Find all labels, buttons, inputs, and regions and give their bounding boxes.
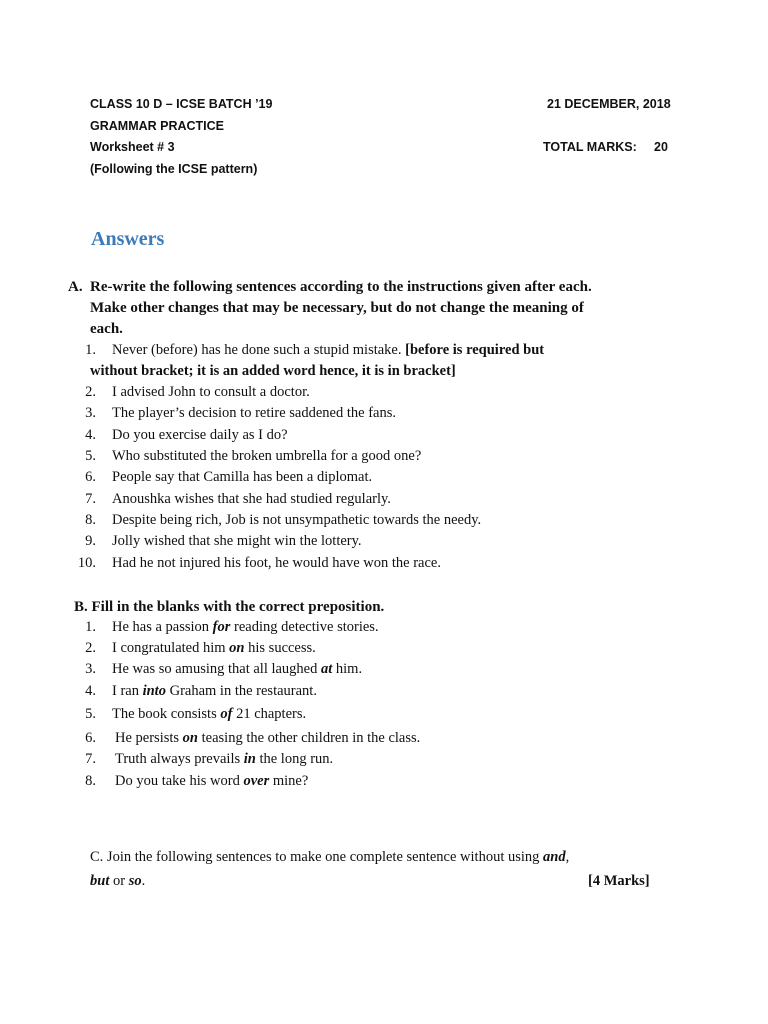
item-number: 1. — [85, 619, 96, 635]
answer-preposition: of — [220, 706, 233, 722]
item-number: 1. — [85, 342, 96, 358]
section-a-instruction-line1: Re-write the following sentences according to the instructions given after each. — [90, 279, 592, 295]
item-text: Never (before) has he done such a stupid mistake. — [112, 342, 402, 358]
section-c-instruction-line1: C. Join the following sentences to make one complete sentence without using and, — [90, 849, 570, 865]
list-item — [72, 640, 692, 660]
item-text: Who substituted the broken umbrella for a good one? — [112, 448, 422, 464]
item-text: Had he not injured his foot, he would have won the race. — [112, 555, 441, 571]
item-number: 8. — [85, 512, 96, 528]
item-number: 10. — [77, 555, 96, 571]
item-text: He has a passion for reading detective stories. — [112, 619, 379, 635]
answer-preposition: in — [243, 751, 256, 767]
total-marks-label: TOTAL MARKS: — [543, 140, 637, 154]
list-item — [72, 491, 692, 511]
list-item — [72, 730, 692, 750]
item-number: 3. — [85, 405, 96, 421]
list-item — [72, 469, 692, 489]
section-b-title: B. Fill in the blanks with the correct preposition. — [74, 599, 385, 615]
item-text: Do you exercise daily as I do? — [112, 427, 288, 443]
item-number: 6. — [85, 730, 96, 746]
list-item — [72, 555, 692, 575]
list-item — [72, 619, 692, 639]
emphasis-but: but — [90, 873, 110, 889]
item-text: Anoushka wishes that she had studied regularly. — [112, 491, 391, 507]
answers-heading: Answers — [91, 228, 165, 250]
answer-preposition: on — [182, 730, 198, 746]
list-item — [72, 533, 692, 553]
item-number: 2. — [85, 640, 96, 656]
list-item — [72, 448, 692, 468]
item-number: 5. — [85, 706, 96, 722]
item-number: 9. — [85, 533, 96, 549]
worksheet-number: Worksheet # 3 — [90, 140, 175, 154]
emphasis-so: so — [128, 873, 142, 889]
item-text: Jolly wished that she might win the lottery. — [112, 533, 362, 549]
item-number: 7. — [85, 491, 96, 507]
item-text: I advised John to consult a doctor. — [112, 384, 310, 400]
item-number: 4. — [85, 683, 96, 699]
item-number: 8. — [85, 773, 96, 789]
section-c-instruction-line2: but or so. — [90, 873, 146, 889]
list-item — [72, 773, 692, 793]
worksheet-date: 21 DECEMBER, 2018 — [547, 97, 671, 111]
answer-preposition: over — [243, 773, 270, 789]
item-note-line2: without bracket; it is an added word hence, it is in bracket] — [90, 363, 456, 379]
emphasis-and: and — [543, 849, 566, 865]
item-number: 6. — [85, 469, 96, 485]
list-item — [72, 405, 692, 425]
item-number: 2. — [85, 384, 96, 400]
item-text: The player’s decision to retire saddened the fans. — [112, 405, 396, 421]
list-item — [72, 512, 692, 532]
item-number: 3. — [85, 661, 96, 677]
section-a-letter: A. — [68, 279, 83, 295]
item-text: I congratulated him on his success. — [112, 640, 316, 656]
item-note-line1: [before is required but — [405, 342, 545, 358]
item-text: Despite being rich, Job is not unsympathetic towards the needy. — [112, 512, 482, 528]
item-text: He was so amusing that all laughed at him. — [112, 661, 363, 677]
item-text: He persists on teasing the other children in the class. — [115, 730, 421, 746]
answer-preposition: into — [142, 683, 166, 699]
answer-preposition: on — [229, 640, 245, 656]
pattern-note: (Following the ICSE pattern) — [90, 162, 258, 176]
section-c-marks: [4 Marks] — [588, 873, 650, 889]
list-item — [72, 384, 692, 404]
list-item — [72, 706, 692, 726]
answer-preposition: at — [321, 661, 333, 677]
class-batch: CLASS 10 D – ICSE BATCH ’19 — [90, 97, 273, 111]
item-text: Do you take his word over mine? — [115, 773, 309, 789]
section-a-instruction-line2: Make other changes that may be necessary, but do not change the meaning of — [90, 300, 584, 316]
section-a-instruction-line3: each. — [90, 321, 123, 337]
list-item — [72, 427, 692, 447]
list-item — [72, 683, 692, 703]
list-item — [72, 751, 692, 771]
item-number: 5. — [85, 448, 96, 464]
item-text: Truth always prevails in the long run. — [115, 751, 334, 767]
item-number: 7. — [85, 751, 96, 767]
list-item — [72, 661, 692, 681]
answer-preposition: for — [212, 619, 231, 635]
item-text: People say that Camilla has been a diplomat. — [112, 469, 373, 485]
list-item — [72, 342, 692, 362]
total-marks-value: 20 — [654, 140, 668, 154]
item-text: The book consists of 21 chapters. — [112, 706, 307, 722]
item-text: I ran into Graham in the restaurant. — [112, 683, 317, 699]
subject-title: GRAMMAR PRACTICE — [90, 119, 225, 133]
item-number: 4. — [85, 427, 96, 443]
